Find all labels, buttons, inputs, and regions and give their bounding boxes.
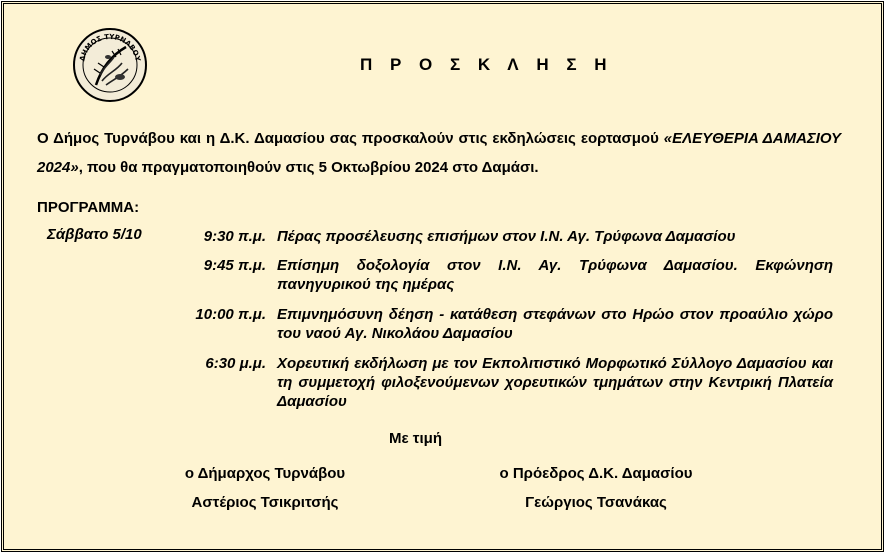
program-heading: ΠΡΟΓΡΑΜΜΑ: [37, 199, 140, 216]
program-time: 9:30 π.μ. [203, 228, 266, 245]
program-description: Επίσημη δοξολογία στον Ι.Ν. Αγ. Τρύφωνα Δαμασίου. Εκφώνηση πανηγυρικού της ημέρας [277, 257, 833, 293]
program-description: Χορευτική εκδήλωση με τον Εκπολιτιστικό Μορφωτικό Σύλλογο Δαμασίου και τη συμμετοχή φιλοξενούμενων χορευτικών τμημάτων στην Κεντρική Πλατεία Δαμασίου [277, 355, 833, 410]
program-time: 9:45 π.μ. [203, 257, 266, 274]
signature-right-name: Γεώργιος Τσανάκας [525, 494, 667, 511]
signature-left-name: Αστέριος Τσικριτσής [191, 494, 339, 511]
program-time: 6:30 μ.μ. [205, 355, 266, 372]
intro-text-start: Ο Δήμος Τυρνάβου και η Δ.Κ. Δαμασίου σας προσκαλούν στις εκδηλώσεις εορτασμού [37, 130, 664, 147]
municipality-seal-logo [72, 27, 148, 103]
signature-right-role: ο Πρόεδρος Δ.Κ. Δαμασίου [499, 465, 693, 482]
page-title: Π Ρ Ο Σ Κ Λ Η Σ Η [360, 55, 614, 74]
event-name: «ΕΛΕΥΘΕΡΙΑ ΔΑΜΑΣΙΟΥ 2024» [37, 130, 842, 176]
closing-text: Με τιμή [389, 430, 442, 447]
program-time: 10:00 π.μ. [195, 306, 266, 323]
program-day: Σάββατο 5/10 [47, 226, 142, 243]
intro-paragraph [37, 124, 841, 182]
program-description: Επιμνημόσυνη δέηση - κατάθεση στεφάνων στο Ηρώο στον προαύλιο χώρο του ναού Αγ. Νικολάου Δαμασίου [277, 306, 833, 342]
intro-text-end: , που θα πραγματοποιηθούν στις 5 Οκτωβρίου 2024 στο Δαμάσι. [78, 159, 539, 176]
program-description: Πέρας προσέλευσης επισήμων στον Ι.Ν. Αγ. Τρύφωνα Δαμασίου [277, 228, 736, 245]
logo-text: ΔΗΜΟΣ ΤΥΡΝΑΒΟΥ [78, 32, 142, 63]
signature-left-role: ο Δήμαρχος Τυρνάβου [184, 465, 346, 482]
